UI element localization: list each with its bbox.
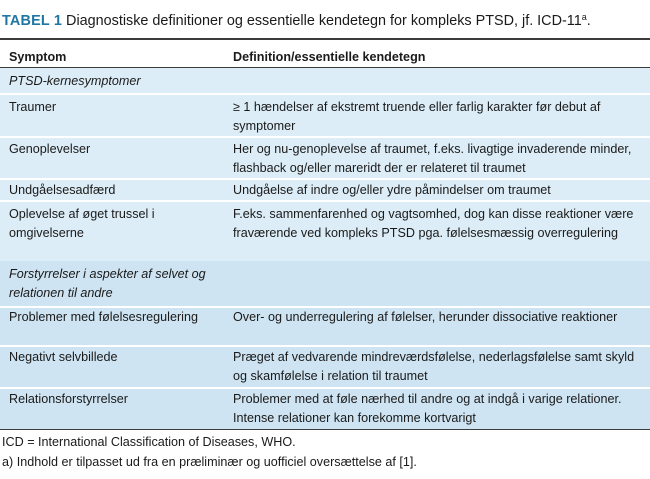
- footnote-abbreviation: ICD = International Classification of Diseases, WHO.: [2, 435, 296, 449]
- row-symptom: Genoplevelser: [9, 142, 91, 156]
- table-number: TABEL 1: [2, 13, 63, 29]
- top-rule: [0, 38, 650, 40]
- row-symptom: Problemer med følelsesregulering: [9, 310, 198, 324]
- section-title: Forstyrrelser i aspekter af selvet og relationen til andre: [9, 267, 206, 300]
- title-end: .: [586, 13, 591, 29]
- row-definition: Her og nu-genoplevelse af traumet, f.eks. livagtige invaderende minder, flashback og/eller mareridt der er relateret til traumet: [233, 142, 632, 175]
- row-definition: ≥ 1 hændelser af ekstremt truende eller farlig karakter før debut af symptomer: [233, 100, 601, 133]
- row-definition: Undgåelse af indre og/eller ydre påmindelser om traumet: [233, 183, 551, 197]
- row-symptom: Undgåelsesadfærd: [9, 183, 116, 197]
- section-title: PTSD-kernesymptomer: [9, 74, 141, 88]
- row-divider: [0, 136, 650, 138]
- row-definition: Over- og underregulering af følelser, herunder dissociative reaktioner: [233, 310, 618, 324]
- table-caption: [2, 12, 591, 29]
- table-title-text: Diagnostiske definitioner og essentielle kendetegn for kompleks PTSD, jf. ICD-11: [66, 13, 582, 29]
- row-symptom: Negativt selvbillede: [9, 350, 118, 364]
- bottom-rule: [0, 429, 650, 430]
- row-definition: Præget af vedvarende mindreværdsfølelse, nederlagsfølelse samt skyld og skamfølelse i relation til traumet: [233, 350, 635, 383]
- row-divider: [0, 93, 650, 95]
- header-definition: Definition/essentielle kendetegn: [233, 50, 426, 64]
- row-symptom: Relationsforstyrrelser: [9, 392, 128, 406]
- row-divider: [0, 345, 650, 347]
- row-divider: [0, 178, 650, 180]
- row-divider: [0, 387, 650, 389]
- footnote-marker: a: [581, 12, 587, 22]
- footnote-source: a) Indhold er tilpasset ud fra en præliminær og uofficiel oversættelse af [1].: [2, 455, 417, 469]
- row-divider: [0, 200, 650, 202]
- row-symptom: Oplevelse af øget trussel i omgivelserne: [9, 207, 155, 240]
- row-symptom: Traumer: [9, 100, 57, 114]
- row-definition: F.eks. sammenfarenhed og vagtsomhed, dog kan disse reaktioner være fraværende ved kompleks PTSD pga. følelsesmæssig overregulering: [233, 207, 634, 240]
- row-definition: Problemer med at føle nærhed til andre og at indgå i varige relationer. Intense relationer kan forekomme kortvarigt: [233, 392, 622, 425]
- header-symptom: Symptom: [9, 50, 67, 64]
